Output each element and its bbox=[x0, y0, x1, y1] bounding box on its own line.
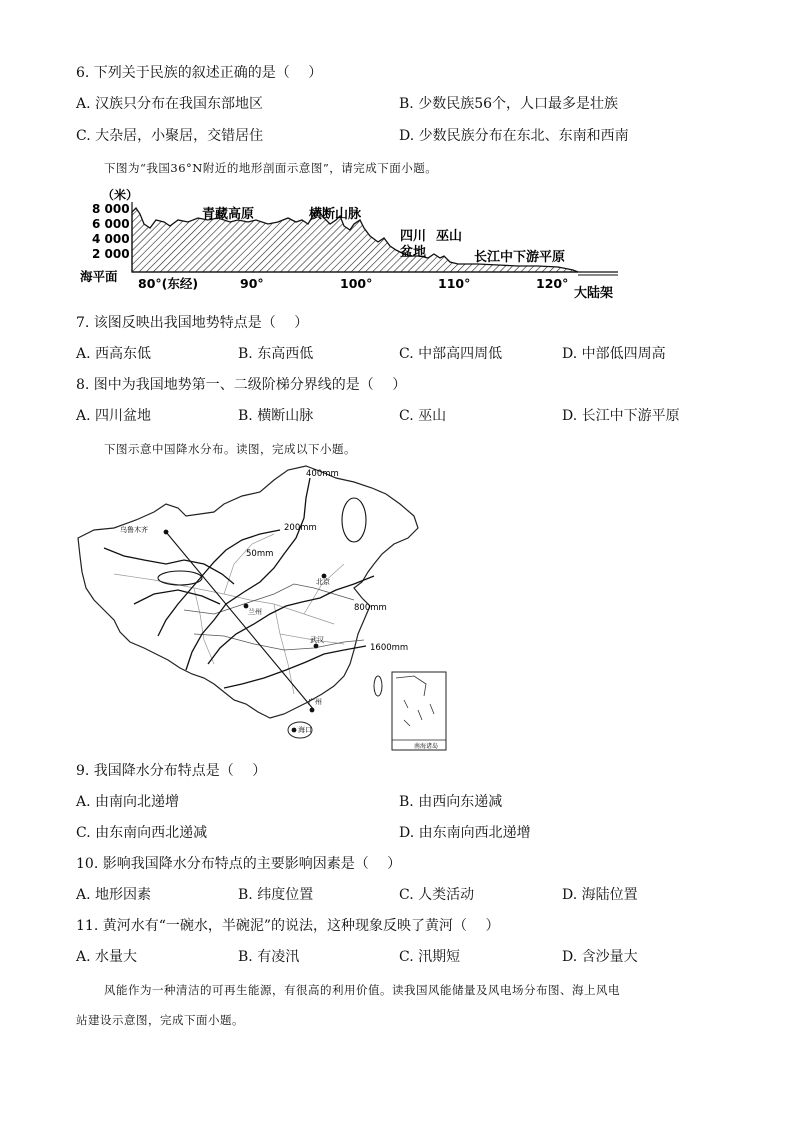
q8-option-a[interactable]: A. 四川盆地 bbox=[76, 408, 152, 424]
x-tick: 100° bbox=[340, 276, 373, 291]
q9-option-c[interactable]: C. 由东南向西北递减 bbox=[76, 825, 208, 841]
q6-option-a[interactable]: A. 汉族只分布在我国东部地区 bbox=[76, 96, 264, 112]
label-sichuan-basin-1: 四川 bbox=[400, 229, 427, 244]
q9-option-d[interactable]: D. 由东南向西北递增 bbox=[399, 825, 531, 841]
city-label-haikou: 海口 bbox=[298, 726, 312, 734]
profile-y-tick: 8 000 bbox=[92, 202, 130, 216]
q8-option-c[interactable]: C. 巫山 bbox=[399, 408, 447, 424]
q11-stem: 11. 黄河水有“一碗水，半碗泥”的说法，这种现象反映了黄河（ ） bbox=[76, 918, 500, 934]
q11-option-a[interactable]: A. 水量大 bbox=[76, 949, 138, 965]
intro-precipitation: 下图示意中国降水分布。读图，完成以下小题。 bbox=[104, 442, 356, 456]
label-hengduan-mountains: 横断山脉 bbox=[309, 207, 362, 222]
isohyet-label-1600: 1600mm bbox=[370, 643, 409, 653]
city-label-lanzhou: 兰州 bbox=[248, 608, 262, 616]
profile-sea-level: 海平面 bbox=[80, 269, 118, 284]
q6-option-d[interactable]: D. 少数民族分布在东北、东南和西南 bbox=[399, 128, 629, 144]
label-qinghai-tibet-plateau: 青藏高原 bbox=[202, 207, 255, 222]
q10-option-b[interactable]: B. 纬度位置 bbox=[238, 887, 314, 903]
profile-y-unit: （米） bbox=[102, 188, 139, 202]
q9-option-b[interactable]: B. 由西向东递减 bbox=[399, 794, 503, 810]
city-label-wuhan: 武汉 bbox=[310, 636, 324, 644]
isohyet-200 bbox=[158, 530, 280, 636]
profile-y-tick: 6 000 bbox=[92, 217, 130, 231]
x-tick: 80°(东经) bbox=[138, 276, 199, 291]
china-outline bbox=[78, 466, 418, 718]
inset-label: 南海诸岛 bbox=[414, 743, 439, 750]
q6-stem: 6. 下列关于民族的叙述正确的是（ ） bbox=[76, 65, 323, 81]
x-tick: 110° bbox=[438, 276, 471, 291]
label-wushan: 巫山 bbox=[436, 229, 463, 244]
q10-option-a[interactable]: A. 地形因素 bbox=[76, 887, 152, 903]
precipitation-map bbox=[74, 464, 450, 754]
isohyet-1600 bbox=[224, 646, 366, 688]
q6-option-c[interactable]: C. 大杂居，小聚居，交错居住 bbox=[76, 128, 264, 144]
q9-option-a[interactable]: A. 由南向北递增 bbox=[76, 794, 180, 810]
transect-line bbox=[166, 532, 314, 710]
isohyet-label-200: 200mm bbox=[284, 523, 317, 533]
q11-option-d[interactable]: D. 含沙量大 bbox=[562, 949, 638, 965]
isohyet-label-400: 400mm bbox=[306, 469, 339, 479]
q6-option-b[interactable]: B. 少数民族56个，人口最多是壮族 bbox=[399, 96, 619, 112]
label-yangtze-plain: 长江中下游平原 bbox=[474, 250, 566, 265]
q10-option-d[interactable]: D. 海陆位置 bbox=[562, 887, 638, 903]
isohyet-800 bbox=[208, 576, 374, 664]
terrain-profile-figure bbox=[78, 184, 628, 302]
intro-wind-energy-2: 站建设示意图，完成下面小题。 bbox=[76, 1013, 244, 1027]
label-sichuan-basin-2: 盆地 bbox=[400, 245, 427, 260]
intro-wind-energy-1: 风能作为一种清洁的可再生能源，有很高的利用价值。读我国风能储量及风电场分布图、海上风电 bbox=[104, 983, 620, 997]
q10-stem: 10. 影响我国降水分布特点的主要影响因素是（ ） bbox=[76, 856, 402, 872]
q8-stem: 8. 图中为我国地势第一、二级阶梯分界线的是（ ） bbox=[76, 377, 407, 393]
q7-stem: 7. 该图反映出我国地势特点是（ ） bbox=[76, 315, 309, 331]
q8-option-d[interactable]: D. 长江中下游平原 bbox=[562, 408, 680, 424]
q8-option-b[interactable]: B. 横断山脉 bbox=[238, 408, 314, 424]
q11-option-b[interactable]: B. 有凌汛 bbox=[238, 949, 300, 965]
q9-stem: 9. 我国降水分布特点是（ ） bbox=[76, 763, 267, 779]
q7-option-c[interactable]: C. 中部高四周低 bbox=[399, 346, 503, 362]
city-label-guangzhou: 广州 bbox=[308, 698, 322, 706]
label-continental-shelf: 大陆架 bbox=[574, 286, 614, 301]
x-tick: 90° bbox=[240, 276, 264, 291]
city-label-beijing: 北京 bbox=[316, 578, 330, 586]
city-label-urumqi: 乌鲁木齐 bbox=[120, 526, 148, 534]
q7-option-d[interactable]: D. 中部低四周高 bbox=[562, 346, 666, 362]
profile-y-tick: 2 000 bbox=[92, 247, 130, 261]
isohyet-label-50: 50mm bbox=[246, 549, 274, 559]
q10-option-c[interactable]: C. 人类活动 bbox=[399, 887, 475, 903]
q11-option-c[interactable]: C. 汛期短 bbox=[399, 949, 461, 965]
isohyet-50 bbox=[104, 548, 234, 604]
south-china-sea-inset bbox=[392, 672, 446, 750]
intro-profile: 下图为“我国36°N附近的地形剖面示意图”，请完成下面小题。 bbox=[104, 161, 438, 175]
profile-y-tick: 4 000 bbox=[92, 232, 130, 246]
q7-option-b[interactable]: B. 东高西低 bbox=[238, 346, 314, 362]
x-tick: 120° bbox=[536, 276, 569, 291]
q7-option-a[interactable]: A. 西高东低 bbox=[76, 346, 152, 362]
isohyet-label-800: 800mm bbox=[354, 603, 387, 613]
